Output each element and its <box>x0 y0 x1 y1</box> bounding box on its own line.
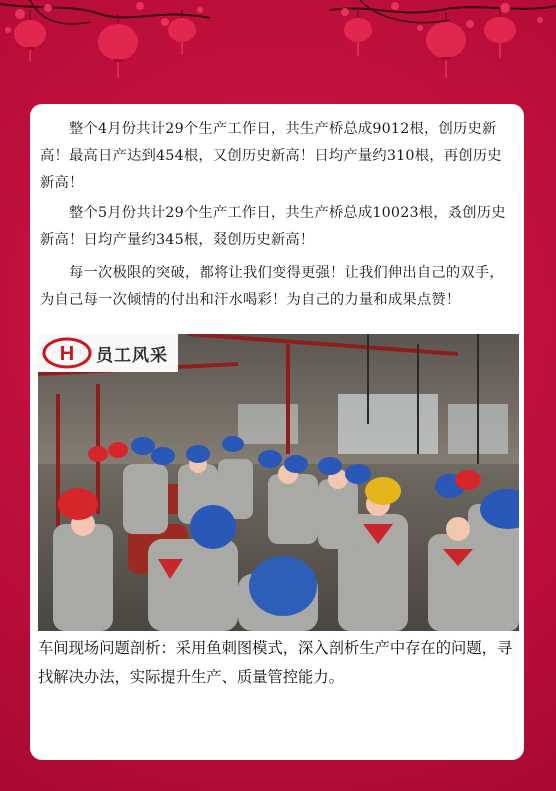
company-logo <box>38 334 96 372</box>
paragraph-motivation: 每一次极限的突破，都将让我们变得更强！让我们伸出自己的双手，为自己每一次倾情的付出和汗水喝彩！为自己的力量和成果点赞！ <box>40 265 504 308</box>
paragraph-april: 整个4月份共计29个生产工作日，共生产桥总成9012根，创历史新高！最高日产达到454根，又创历史新高！日均产量约310根，再创历史新高！ <box>40 121 502 191</box>
lantern-decoration <box>0 0 556 90</box>
lantern-left-cluster <box>0 0 210 78</box>
section-badge <box>38 334 178 372</box>
lantern-right-cluster <box>330 0 556 78</box>
badge-label: 员工风采 <box>96 345 168 366</box>
paragraph-may: 整个5月份共计29个生产工作日，共生产桥总成10023根，叒创历史新高！日均产量约345根，叕创历史新高！ <box>40 205 506 248</box>
logo-letter: H <box>59 343 75 365</box>
photo-caption: 车间现场问题剖析：采用鱼刺图模式，深入剖析生产中存在的问题，寻找解决办法，实际提升生产、质量管控能力。 <box>38 639 513 686</box>
workshop-photo <box>38 334 519 631</box>
